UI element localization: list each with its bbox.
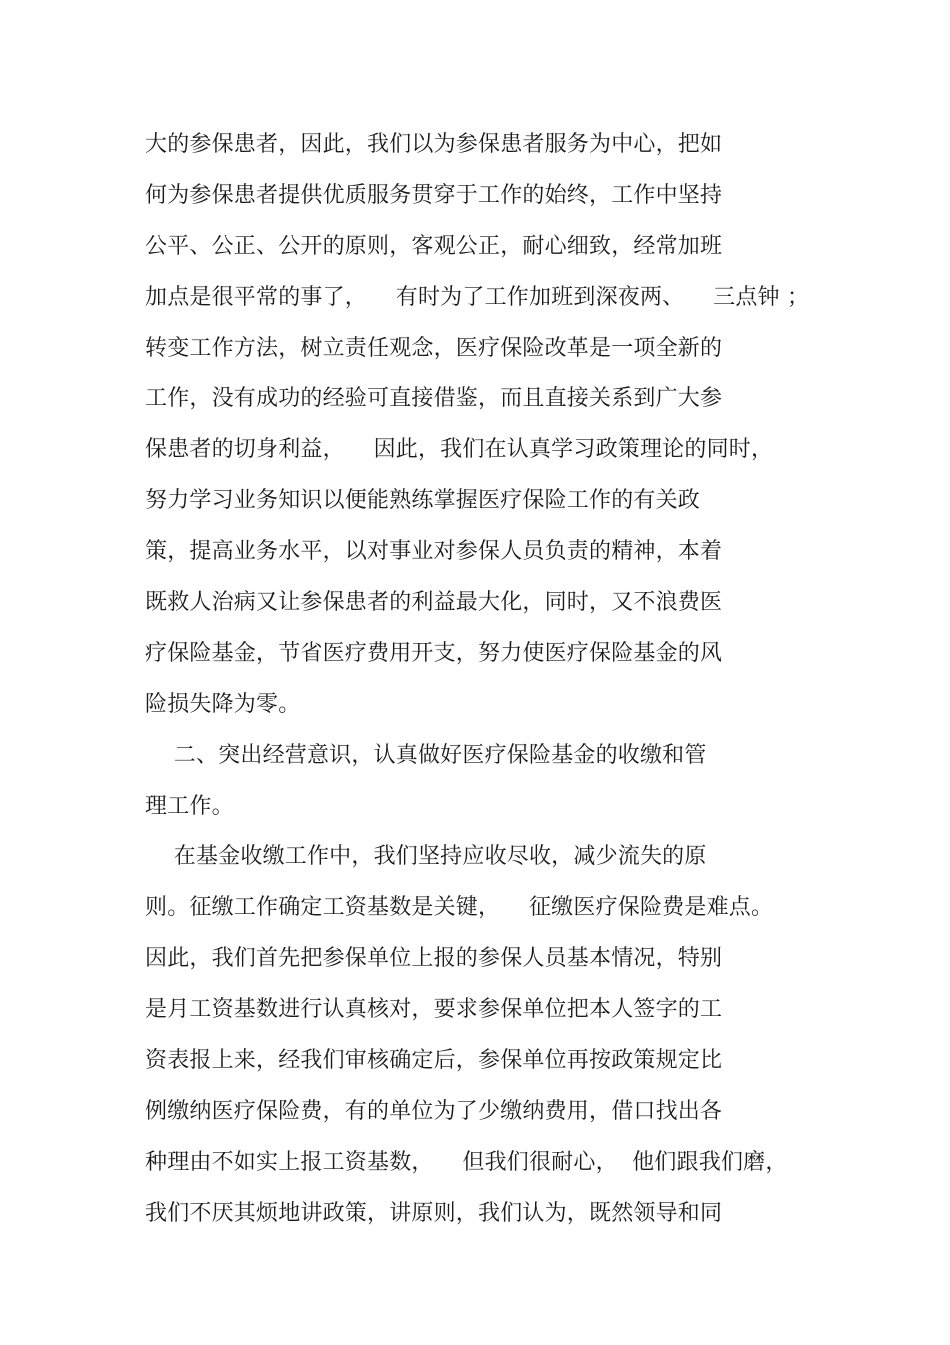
text-line: 我们不厌其烦地讲政策，讲原则，我们认为，既然领导和同 bbox=[145, 1200, 723, 1226]
text-line: 则。征缴工作确定工资基数是关键， 征缴医疗保险费是难点。 bbox=[145, 895, 774, 921]
text-line: 疗保险基金，节省医疗费用开支，努力使医疗保险基金的风 bbox=[145, 640, 723, 666]
text-line: 保患者的切身利益， 因此，我们在认真学习政策理论的同时， bbox=[145, 437, 774, 463]
text-line: 加点是很平常的事了， 有时为了工作加班到深夜两、 三点钟 ； bbox=[145, 284, 810, 310]
text-line: 因此，我们首先把参保单位上报的参保人员基本情况，特别 bbox=[145, 946, 723, 972]
section-heading-line: 理工作。 bbox=[145, 793, 234, 819]
text-line: 公平、公正、公开的原则，客观公正，耐心细致，经常加班 bbox=[145, 233, 723, 259]
text-line: 大的参保患者，因此，我们以为参保患者服务为中心，把如 bbox=[145, 132, 723, 157]
text-line: 是月工资基数进行认真核对，要求参保单位把本人签字的工 bbox=[145, 997, 723, 1023]
text-line: 何为参保患者提供优质服务贯穿于工作的始终，工作中坚持 bbox=[145, 182, 723, 208]
text-line: 资表报上来，经我们审核确定后，参保单位再按政策规定比 bbox=[145, 1048, 723, 1074]
text-line: 策，提高业务水平，以对事业对参保人员负责的精神，本着 bbox=[145, 539, 723, 565]
text-line: 在基金收缴工作中，我们坚持应收尽收，减少流失的原 bbox=[145, 844, 707, 870]
body-text bbox=[145, 120, 845, 1240]
text-line: 例缴纳医疗保险费，有的单位为了少缴纳费用，借口找出各 bbox=[145, 1098, 723, 1124]
text-line: 种理由不如实上报工资基数， 但我们很耐心， 他们跟我们磨， bbox=[145, 1149, 788, 1175]
text-line: 工作，没有成功的经验可直接借鉴，而且直接关系到广大参 bbox=[145, 386, 723, 412]
text-line: 既救人治病又让参保患者的利益最大化，同时，又不浪费医 bbox=[145, 590, 723, 616]
section-heading-line: 二、突出经营意识，认真做好医疗保险基金的收缴和管 bbox=[145, 742, 707, 768]
text-line: 险损失降为零。 bbox=[145, 691, 301, 717]
text-line: 转变工作方法，树立责任观念，医疗保险改革是一项全新的 bbox=[145, 335, 723, 361]
text-line: 努力学习业务知识以便能熟练掌握医疗保险工作的有关政 bbox=[145, 488, 701, 514]
